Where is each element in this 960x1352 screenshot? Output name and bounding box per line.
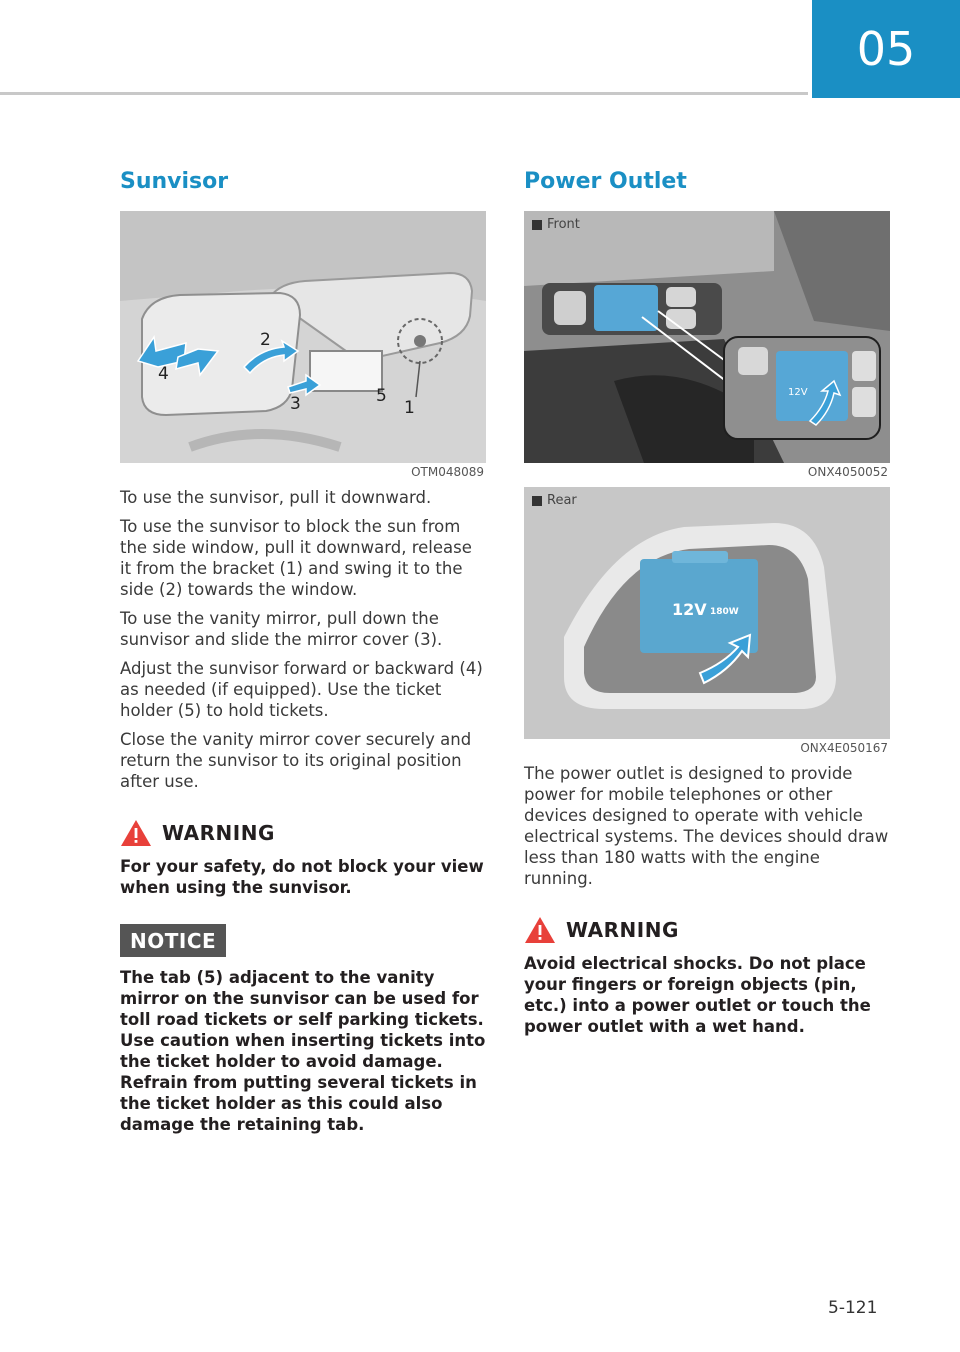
sunvisor-paragraph: Close the vanity mirror cover securely and return the sunvisor to its original position after use. (120, 730, 472, 791)
rear-outlet-figure (524, 487, 890, 739)
front-outlet-figure (524, 211, 890, 463)
sunvisor-warning-text: For your safety, do not block your view when using the sunvisor. (120, 857, 484, 897)
left-column (120, 165, 486, 1135)
sunvisor-paragraph: To use the sunvisor to block the sun from the side window, pull it downward, release it from the bracket (1) and swing it to the side (2) towards the window. (120, 517, 472, 599)
callout-3: 3 (290, 394, 301, 414)
front-outlet-illustration (524, 211, 890, 463)
notice-badge: NOTICE (120, 924, 226, 957)
rear-figure-code: ONX4E050167 (800, 741, 888, 755)
callout-2: 2 (260, 330, 271, 350)
outlet-warning-text: Avoid electrical shocks. Do not place your fingers or foreign objects (pin, etc.) into a power outlet or touch the power outlet with a wet hand. (524, 954, 871, 1036)
sunvisor-paragraph: To use the vanity mirror, pull down the sunvisor and slide the mirror cover (3). (120, 609, 443, 649)
sunvisor-figure (120, 211, 486, 463)
right-column (524, 165, 890, 1037)
chapter-tab (812, 0, 960, 98)
sunvisor-figure-code: OTM048089 (411, 465, 484, 479)
sunvisor-paragraph: Adjust the sunvisor forward or backward (4) as needed (if equipped). Use the ticket holder (5) to hold tickets. (120, 659, 483, 720)
power-outlet-title: Power Outlet (524, 169, 687, 194)
warning-triangle-icon (524, 915, 556, 945)
rear-outlet-watt: 180W (710, 607, 739, 617)
callout-5: 5 (376, 386, 387, 406)
warning-title: WARNING (162, 821, 275, 845)
sunvisor-title: Sunvisor (120, 169, 229, 194)
square-bullet-icon (532, 220, 542, 230)
front-figure-code: ONX4050052 (807, 465, 888, 479)
warning-title: WARNING (566, 918, 679, 942)
front-outlet-text: 12V (788, 387, 808, 398)
square-bullet-icon (532, 496, 542, 506)
callout-4: 4 (158, 364, 169, 384)
callout-1: 1 (404, 398, 415, 418)
page-number: 5-121 (828, 1298, 878, 1318)
rear-label-text: Rear (547, 493, 577, 508)
notice-text: The tab (5) adjacent to the vanity mirror on the sunvisor can be used for toll road tickets or self parking tickets. Use caution when inserting tickets into the ticket holder to avoid damage. Refrain from putting several tickets in the ticket holder as this could also damage the retaining tab. (120, 968, 486, 1134)
header-rule (0, 92, 808, 95)
sunvisor-warning-header (120, 818, 486, 848)
sunvisor-paragraph: To use the sunvisor, pull it downward. (120, 488, 432, 507)
front-label (532, 217, 580, 232)
outlet-warning-header (524, 915, 890, 945)
rear-label (532, 493, 577, 508)
rear-outlet-illustration (524, 487, 890, 739)
chapter-number: 05 (856, 22, 916, 76)
rear-outlet-text: 12V (672, 600, 707, 619)
sunvisor-illustration (120, 211, 486, 463)
warning-triangle-icon (120, 818, 152, 848)
power-outlet-paragraph: The power outlet is designed to provide power for mobile telephones or other devices designed to operate with vehicle electrical systems. The devices should draw less than 180 watts with the engine running. (524, 764, 889, 888)
front-label-text: Front (547, 217, 580, 232)
